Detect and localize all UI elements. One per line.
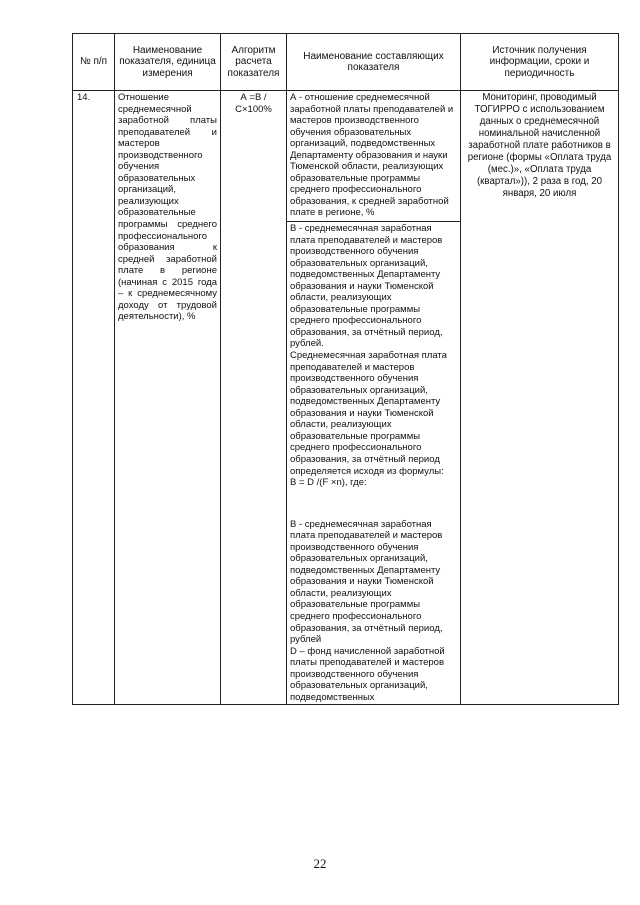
algorithm-formula: А =В / С×100%: [235, 92, 272, 115]
header-components: Наименование составляющих показателя: [287, 34, 461, 91]
component-b-repeat: В - среднемесячная заработная плата преподавателей и мастеров производственного обучения образовательных организаций, подведомственных Департаменту образования и науки Тюменской области, реализующих образовательные программы среднего профессионального образования, за отчётный период, рублей: [290, 518, 443, 646]
header-algorithm: Алгоритм расчета показателя: [221, 34, 287, 91]
header-indicator: Наименование показателя, единица измерения: [115, 34, 221, 91]
component-b-block: [287, 222, 460, 704]
row-number: 14.: [77, 92, 91, 103]
cell-source: [461, 91, 619, 705]
source-text: Мониторинг, проводимый ТОГИРРО с использованием данных о среднемесячной номинальной начисленной заработной плате работников в регионе (формы «Оплата труда (мес.)», «Оплата труда (квартал»)), 2 раза в год, 20 января, 20 июля: [467, 92, 612, 199]
cell-num: [73, 91, 115, 705]
header-num: № п/п: [73, 34, 115, 91]
indicator-name: Отношение среднемесячной заработной платы преподавателей и мастеров производственного обучения образовательных организаций, реализующих образовательные программы среднего профессионального образования к средней заработной плате в регионе (начиная с 2015 года – к среднемесячному доходу от трудовой деятельности), %: [118, 92, 217, 323]
cell-components: [287, 91, 461, 705]
cell-indicator: [115, 91, 221, 705]
component-a: А - отношение среднемесячной заработной платы преподавателей и мастеров производственного обучения образовательных организаций, подведомственных Департаменту образования и науки Тюменской области, реализующих образовательные программы среднего профессионального образования, к средней заработной плате в регионе, %: [287, 91, 460, 222]
formula-line: В = D /(F ×n), где:: [290, 477, 367, 489]
spacer: [290, 489, 457, 519]
component-b-method: Среднемесячная заработная плата преподавателей и мастеров производственного обучения образовательных организаций, подведомственных Департаменту образования и науки Тюменской области, реализующих образовательные программы среднего профессионального образования, за отчётный период определяется исходя из формулы:: [290, 350, 447, 477]
component-d: D – фонд начисленной заработной платы преподавателей и мастеров производственного обучения образовательных организаций, подведомственных: [290, 645, 445, 703]
table-header-row: [73, 34, 619, 91]
header-source: Источник получения информации, сроки и периодичность: [461, 34, 619, 91]
indicator-table: [72, 33, 619, 705]
cell-algorithm: [221, 91, 287, 705]
component-b-definition: В - среднемесячная заработная плата преподавателей и мастеров производственного обучения образовательных организаций, подведомственных Департаменту образования и науки Тюменской области, реализующих образовательные программы среднего профессионального образования, за отчётный период, рублей.: [290, 223, 443, 350]
page-number: 22: [313, 856, 327, 871]
table-row: [73, 91, 619, 705]
